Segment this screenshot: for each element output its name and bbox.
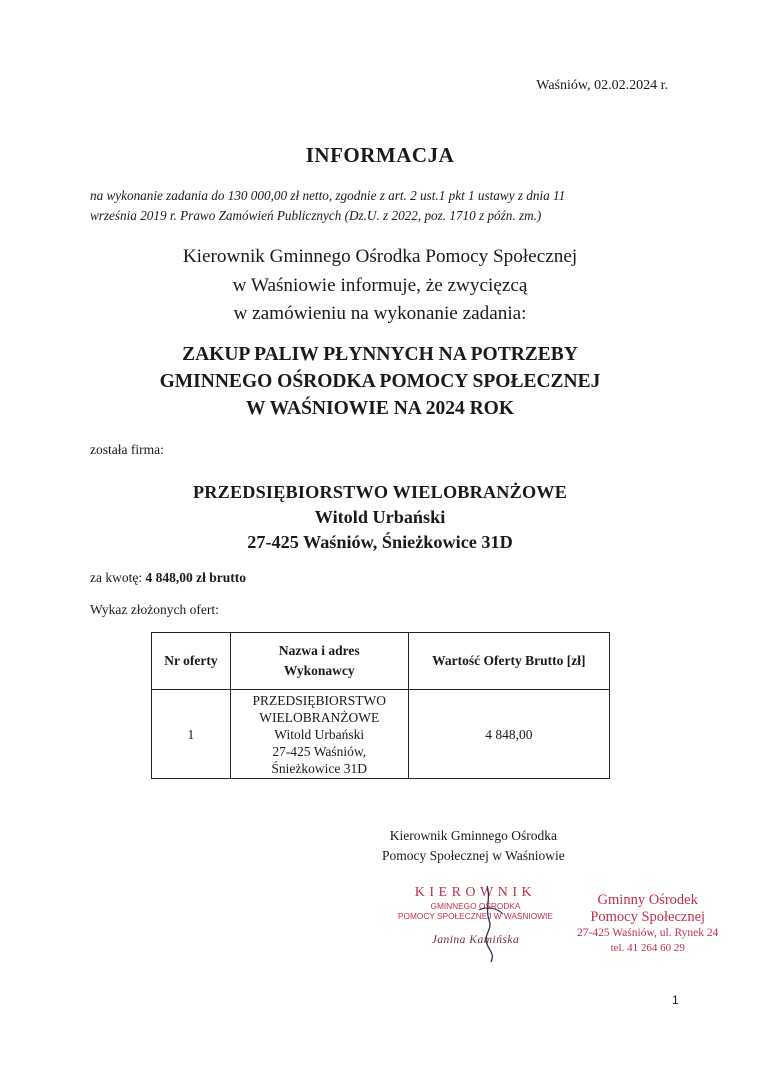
header-name-line: Wykonawcy — [283, 663, 355, 678]
stamp-title: KIEROWNIK — [414, 885, 537, 900]
document-date: Waśniów, 02.02.2024 r. — [536, 78, 668, 93]
table-header-row — [152, 633, 610, 690]
intro-line: Kierownik Gminnego Ośrodka Pomocy Społecznej — [182, 246, 578, 267]
company-name: PRZEDSIĘBIORSTWO WIELOBRANŻOWE — [192, 482, 568, 502]
task-title-line: GMINNEGO OŚRODKA POMOCY SPOŁECZNEJ — [159, 371, 601, 392]
legal-basis — [90, 186, 690, 226]
document-title: INFORMACJA — [305, 143, 455, 167]
stamp-line: Gminny Ośrodek — [597, 892, 698, 908]
contractor-line: 27-425 Waśniów, — [272, 743, 367, 759]
legal-basis-line: na wykonanie zadania do 130 000,00 zł netto, zgodnie z art. 2 ust.1 pkt 1 ustawy z dnia 11 — [90, 188, 566, 203]
amount-line — [90, 570, 246, 586]
task-title — [0, 341, 760, 422]
intro-line: w zamówieniu na wykonanie zadania: — [233, 303, 527, 324]
signature-line: Kierownik Gminnego Ośrodka — [389, 828, 557, 843]
header-nr: Nr oferty — [152, 633, 231, 690]
institution-stamp — [577, 891, 718, 955]
page-number: 1 — [672, 993, 679, 1007]
handwritten-signature — [475, 884, 509, 964]
company-owner: Witold Urbański — [314, 507, 446, 527]
header-name — [230, 633, 408, 690]
cell-value: 4 848,00 — [408, 690, 609, 779]
table-row — [152, 690, 610, 779]
cell-contractor — [230, 690, 408, 779]
contractor-line: WIELOBRANŻOWE — [259, 709, 380, 725]
stamp-line: Pomocy Społecznej — [590, 909, 706, 925]
intro-paragraph — [0, 243, 760, 329]
signature-line: Pomocy Społecznej w Waśniowie — [382, 848, 565, 863]
task-title-line: ZAKUP PALIW PŁYNNYCH NA POTRZEBY — [182, 344, 578, 365]
stamp-address: 27-425 Waśniów, ul. Rynek 24 — [577, 927, 719, 939]
contractor-line: Witold Urbański — [274, 726, 365, 742]
amount-value: 4 848,00 zł brutto — [145, 570, 246, 585]
offers-table — [151, 632, 610, 779]
offers-label: Wykaz złożonych ofert: — [90, 602, 219, 617]
legal-basis-line: września 2019 r. Prawo Zamówień Publicznych (Dz.U. z 2022, poz. 1710 z późn. zm.) — [90, 208, 542, 223]
header-value: Wartość Oferty Brutto [zł] — [408, 633, 609, 690]
stamp-name: Janina Kamińska — [431, 934, 520, 946]
winner-label: została firma: — [90, 442, 164, 457]
contractor-line: PRZEDSIĘBIORSTWO — [252, 692, 386, 708]
intro-line: w Waśniowie informuje, że zwycięzcą — [232, 274, 528, 296]
cell-nr: 1 — [152, 690, 231, 779]
contractor-line: Śnieżkowice 31D — [271, 760, 368, 776]
amount-label: za kwotę: — [90, 570, 143, 585]
stamp-phone: tel. 41 264 60 29 — [610, 942, 685, 954]
winning-company — [0, 480, 760, 555]
signature-caption — [382, 826, 565, 866]
stamp-line: POMOCY SPOŁECZNEJ W WAŚNIOWIE — [398, 911, 553, 921]
company-address: 27-425 Waśniów, Śnieżkowice 31D — [247, 532, 513, 552]
header-name-line: Nazwa i adres — [278, 643, 360, 658]
task-title-line: W WAŚNIOWIE NA 2024 ROK — [245, 398, 514, 419]
stamp-line: GMINNEGO OŚRODKA — [430, 901, 521, 911]
